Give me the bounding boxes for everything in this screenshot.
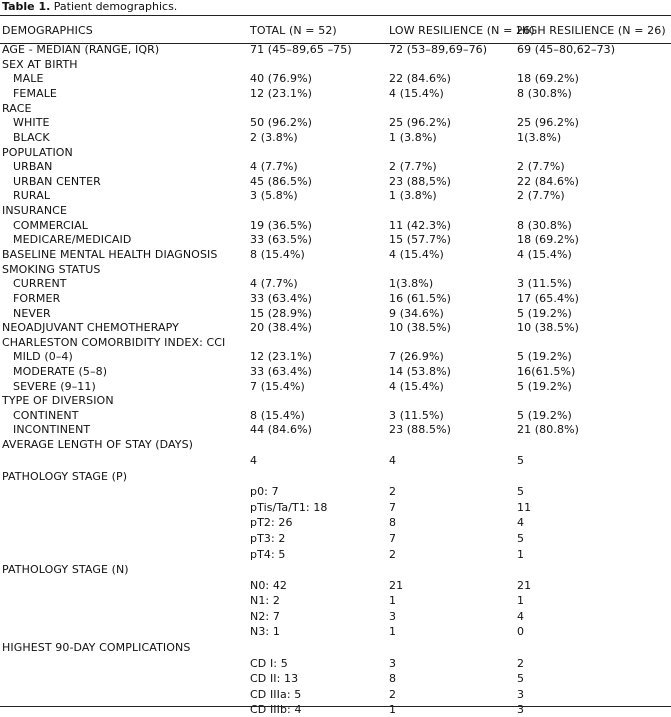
total-cell: 15 (28.9%) <box>250 307 313 320</box>
row-label: SEVERE (9–11) <box>13 380 96 393</box>
total-cell: CD II: 13 <box>250 672 299 685</box>
high-resilience-cell: 0 <box>517 625 525 638</box>
low-resilience-cell: 16 (61.5%) <box>389 292 452 305</box>
row-label: NEVER <box>13 307 51 320</box>
low-resilience-cell: 9 (34.6%) <box>389 307 444 320</box>
high-resilience-cell: 8 (30.8%) <box>517 87 572 100</box>
low-resilience-cell: 3 (11.5%) <box>389 409 444 422</box>
low-resilience-cell: 21 <box>389 579 404 592</box>
low-resilience-cell: 10 (38.5%) <box>389 321 452 334</box>
low-resilience-cell: 15 (57.7%) <box>389 233 452 246</box>
total-cell: 2 (3.8%) <box>250 131 298 144</box>
total-cell: N0: 42 <box>250 579 288 592</box>
high-resilience-cell: 4 <box>517 610 525 623</box>
total-cell: CD I: 5 <box>250 657 288 670</box>
high-resilience-cell: 21 <box>517 579 532 592</box>
total-cell: 12 (23.1%) <box>250 350 313 363</box>
row-label: WHITE <box>13 116 50 129</box>
total-cell: 3 (5.8%) <box>250 189 298 202</box>
high-resilience-cell: 1 <box>517 548 525 561</box>
high-resilience-cell: 5 <box>517 485 525 498</box>
row-label: INCONTINENT <box>13 423 91 436</box>
total-cell: 40 (76.9%) <box>250 72 313 85</box>
high-resilience-cell: 3 <box>517 688 525 701</box>
total-cell: N3: 1 <box>250 625 280 638</box>
high-resilience-cell: 4 <box>517 516 525 529</box>
row-label: POPULATION <box>2 146 73 159</box>
high-resilience-cell: 2 <box>517 657 525 670</box>
row-label: SEX AT BIRTH <box>2 58 78 71</box>
total-cell: 4 <box>250 454 258 467</box>
high-resilience-cell: 2 (7.7%) <box>517 160 565 173</box>
row-label: URBAN CENTER <box>13 175 101 188</box>
low-resilience-cell: 72 (53–89,69–76) <box>389 43 488 56</box>
low-resilience-cell: 7 <box>389 532 397 545</box>
total-cell: 8 (15.4%) <box>250 248 305 261</box>
total-cell: CD IIIa: 5 <box>250 688 302 701</box>
row-label: MEDICARE/MEDICAID <box>13 233 132 246</box>
high-resilience-cell: 1 <box>517 594 525 607</box>
high-resilience-cell: 3 (11.5%) <box>517 277 572 290</box>
row-label: BASELINE MENTAL HEALTH DIAGNOSIS <box>2 248 218 261</box>
table-caption-label: Table 1. <box>2 0 51 13</box>
high-resilience-cell: 5 <box>517 454 525 467</box>
high-resilience-cell: 16(61.5%) <box>517 365 576 378</box>
header-total: TOTAL (N = 52) <box>250 24 337 37</box>
low-resilience-cell: 4 (15.4%) <box>389 87 444 100</box>
header-high-resilience: HIGH RESILIENCE (N = 26) <box>517 24 666 37</box>
row-label: HIGHEST 90-DAY COMPLICATIONS <box>2 641 191 654</box>
row-label: FEMALE <box>13 87 57 100</box>
low-resilience-cell: 23 (88,5%) <box>389 175 452 188</box>
row-label: CHARLESTON COMORBIDITY INDEX: CCI <box>2 336 226 349</box>
row-label: MODERATE (5–8) <box>13 365 108 378</box>
total-cell: N2: 7 <box>250 610 280 623</box>
row-label: NEOADJUVANT CHEMOTHERAPY <box>2 321 179 334</box>
row-label: TYPE OF DIVERSION <box>2 394 114 407</box>
low-resilience-cell: 11 (42.3%) <box>389 219 452 232</box>
low-resilience-cell: 8 <box>389 516 397 529</box>
low-resilience-cell: 2 (7.7%) <box>389 160 437 173</box>
row-label: INSURANCE <box>2 204 67 217</box>
high-resilience-cell: 5 <box>517 672 525 685</box>
high-resilience-cell: 11 <box>517 501 532 514</box>
low-resilience-cell: 7 (26.9%) <box>389 350 444 363</box>
low-resilience-cell: 1 (3.8%) <box>389 131 437 144</box>
row-label: RACE <box>2 102 32 115</box>
low-resilience-cell: 1 <box>389 703 397 716</box>
low-resilience-cell: 14 (53.8%) <box>389 365 452 378</box>
total-cell: 8 (15.4%) <box>250 409 305 422</box>
low-resilience-cell: 1 <box>389 594 397 607</box>
row-label: AGE - MEDIAN (RANGE, IQR) <box>2 43 160 56</box>
low-resilience-cell: 1 (3.8%) <box>389 189 437 202</box>
high-resilience-cell: 5 (19.2%) <box>517 350 572 363</box>
total-cell: 33 (63.4%) <box>250 292 313 305</box>
high-resilience-cell: 69 (45–80,62–73) <box>517 43 616 56</box>
high-resilience-cell: 10 (38.5%) <box>517 321 580 334</box>
high-resilience-cell: 2 (7.7%) <box>517 189 565 202</box>
table-caption-text: Patient demographics. <box>53 0 178 13</box>
total-cell: 12 (23.1%) <box>250 87 313 100</box>
row-label: AVERAGE LENGTH OF STAY (DAYS) <box>2 438 194 451</box>
total-cell: 45 (86.5%) <box>250 175 313 188</box>
low-resilience-cell: 3 <box>389 657 397 670</box>
low-resilience-cell: 4 (15.4%) <box>389 380 444 393</box>
high-resilience-cell: 5 (19.2%) <box>517 307 572 320</box>
row-label: MALE <box>13 72 44 85</box>
low-resilience-cell: 4 <box>389 454 397 467</box>
low-resilience-cell: 25 (96.2%) <box>389 116 452 129</box>
high-resilience-cell: 5 (19.2%) <box>517 409 572 422</box>
total-cell: 7 (15.4%) <box>250 380 305 393</box>
total-cell: pT3: 2 <box>250 532 286 545</box>
row-label: MILD (0–4) <box>13 350 73 363</box>
top-rule <box>0 15 671 16</box>
total-cell: 4 (7.7%) <box>250 277 298 290</box>
total-cell: 50 (96.2%) <box>250 116 313 129</box>
low-resilience-cell: 7 <box>389 501 397 514</box>
header-demographics: DEMOGRAPHICS <box>2 24 93 37</box>
row-label: CONTINENT <box>13 409 79 422</box>
high-resilience-cell: 25 (96.2%) <box>517 116 580 129</box>
high-resilience-cell: 18 (69.2%) <box>517 72 580 85</box>
low-resilience-cell: 3 <box>389 610 397 623</box>
row-label: FORMER <box>13 292 61 305</box>
high-resilience-cell: 4 (15.4%) <box>517 248 572 261</box>
total-cell: pT2: 26 <box>250 516 293 529</box>
high-resilience-cell: 22 (84.6%) <box>517 175 580 188</box>
table-caption <box>2 0 177 14</box>
row-label: CURRENT <box>13 277 67 290</box>
total-cell: 20 (38.4%) <box>250 321 313 334</box>
row-label: URBAN <box>13 160 53 173</box>
high-resilience-cell: 18 (69.2%) <box>517 233 580 246</box>
total-cell: pT4: 5 <box>250 548 286 561</box>
row-label: BLACK <box>13 131 50 144</box>
total-cell: pTis/Ta/T1: 18 <box>250 501 328 514</box>
total-cell: 19 (36.5%) <box>250 219 313 232</box>
low-resilience-cell: 2 <box>389 485 397 498</box>
low-resilience-cell: 2 <box>389 548 397 561</box>
low-resilience-cell: 23 (88.5%) <box>389 423 452 436</box>
total-cell: CD IIIb: 4 <box>250 703 302 716</box>
total-cell: 71 (45–89,65 –75) <box>250 43 352 56</box>
row-label: SMOKING STATUS <box>2 263 101 276</box>
high-resilience-cell: 21 (80.8%) <box>517 423 580 436</box>
high-resilience-cell: 17 (65.4%) <box>517 292 580 305</box>
total-cell: N1: 2 <box>250 594 280 607</box>
high-resilience-cell: 5 <box>517 532 525 545</box>
row-label: PATHOLOGY STAGE (N) <box>2 563 129 576</box>
low-resilience-cell: 4 (15.4%) <box>389 248 444 261</box>
low-resilience-cell: 2 <box>389 688 397 701</box>
row-label: PATHOLOGY STAGE (P) <box>2 470 128 483</box>
total-cell: 33 (63.5%) <box>250 233 313 246</box>
high-resilience-cell: 8 (30.8%) <box>517 219 572 232</box>
total-cell: 33 (63.4%) <box>250 365 313 378</box>
high-resilience-cell: 3 <box>517 703 525 716</box>
bottom-rule <box>0 706 671 707</box>
total-cell: 44 (84.6%) <box>250 423 313 436</box>
total-cell: p0: 7 <box>250 485 279 498</box>
total-cell: 4 (7.7%) <box>250 160 298 173</box>
high-resilience-cell: 1(3.8%) <box>517 131 562 144</box>
low-resilience-cell: 1(3.8%) <box>389 277 434 290</box>
low-resilience-cell: 1 <box>389 625 397 638</box>
row-label: COMMERCIAL <box>13 219 88 232</box>
low-resilience-cell: 8 <box>389 672 397 685</box>
low-resilience-cell: 22 (84.6%) <box>389 72 452 85</box>
high-resilience-cell: 5 (19.2%) <box>517 380 572 393</box>
row-label: RURAL <box>13 189 51 202</box>
header-low-resilience: LOW RESILIENCE (N = 26) <box>389 24 535 37</box>
